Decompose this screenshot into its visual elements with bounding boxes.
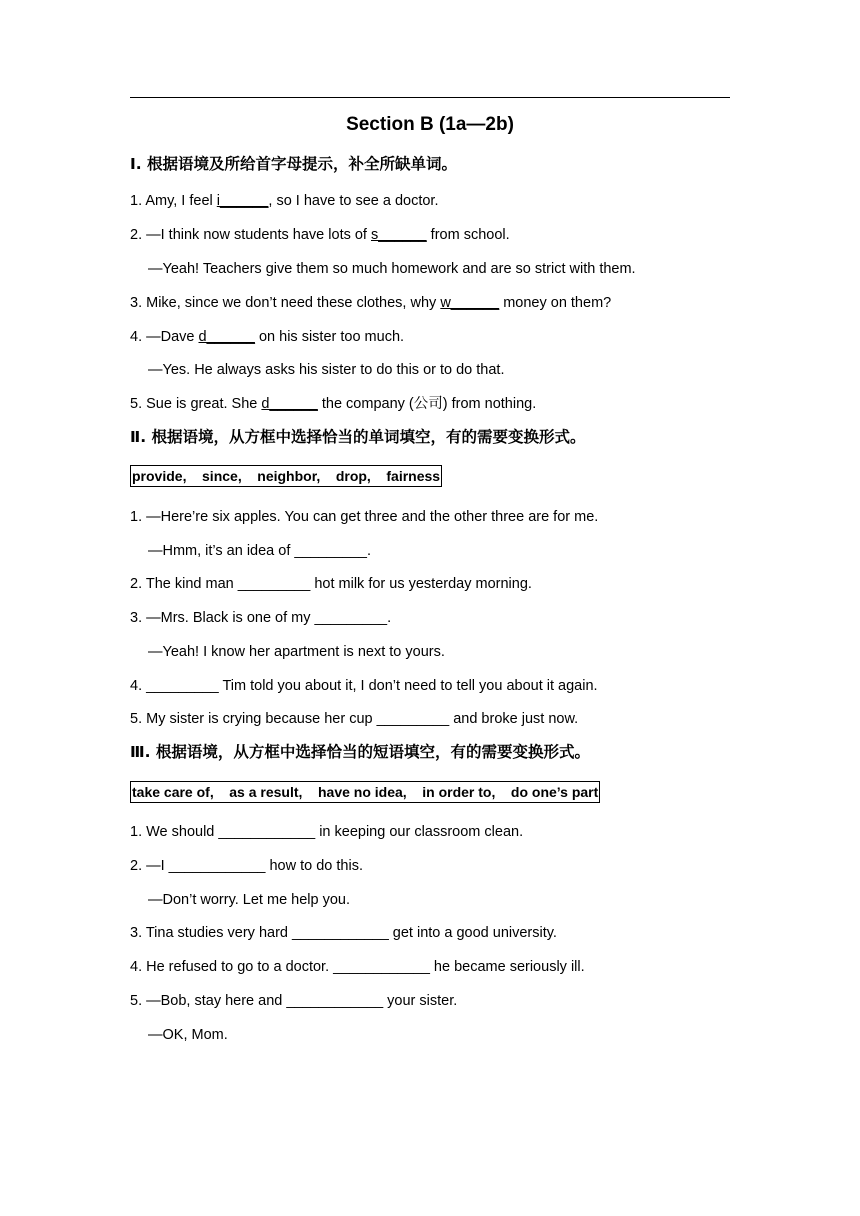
top-rule bbox=[130, 97, 730, 98]
part2-question-2: 2. The kind man _________ hot milk for us yesterday morning. bbox=[130, 576, 532, 592]
part2-question-3: 3. —Mrs. Black is one of my _________. bbox=[130, 610, 392, 626]
part2-word-box: provide, since, neighbor, drop, fairness bbox=[130, 465, 442, 487]
hint-blank: i______ bbox=[216, 193, 269, 209]
hint-blank: d______ bbox=[261, 396, 318, 412]
part1-question-2-reply: —Yeah! Teachers give them so much homework and are so strict with them. bbox=[148, 261, 636, 277]
part3-question-1: 1. We should ____________ in keeping our classroom clean. bbox=[130, 824, 524, 840]
part3-question-4: 4. He refused to go to a doctor. ____________ he became seriously ill. bbox=[130, 959, 585, 975]
part2-question-3-reply: —Yeah! I know her apartment is next to yours. bbox=[148, 644, 445, 660]
hint-blank: w______ bbox=[440, 295, 500, 311]
part3-question-5: 5. —Bob, stay here and ____________ your sister. bbox=[130, 993, 458, 1009]
part2-question-1: 1. —Here’re six apples. You can get three and the other three are for me. bbox=[130, 509, 599, 525]
part2-question-1-reply: —Hmm, it’s an idea of _________. bbox=[148, 543, 372, 559]
part1-question-2: 2. —I think now students have lots of s______ from school. bbox=[130, 227, 510, 243]
part1-question-3: 3. Mike, since we don’t need these clothes, why w______ money on them? bbox=[130, 295, 612, 311]
part2-heading: Ⅱ. 根据语境，从方框中选择恰当的单词填空，有的需要变换形式。 bbox=[130, 428, 586, 446]
part2-question-4: 4. _________ Tim told you about it, I don’t need to tell you about it again. bbox=[130, 678, 598, 694]
hint-blank: d______ bbox=[198, 329, 255, 345]
part1-question-4-reply: —Yes. He always asks his sister to do this or to do that. bbox=[148, 362, 505, 378]
part3-question-2: 2. —I ____________ how to do this. bbox=[130, 858, 363, 874]
part3-phrase-box: take care of, as a result, have no idea, in order to, do one’s part bbox=[130, 781, 600, 803]
part3-heading: Ⅲ. 根据语境，从方框中选择恰当的短语填空，有的需要变换形式。 bbox=[130, 743, 590, 761]
part2-question-5: 5. My sister is crying because her cup _________ and broke just now. bbox=[130, 711, 579, 727]
part1-question-5: 5. Sue is great. She d______ the company (公司) from nothing. bbox=[130, 396, 537, 412]
part3-question-2-reply: —Don’t worry. Let me help you. bbox=[148, 892, 351, 908]
page-title: Section B (1a—2b) bbox=[346, 114, 514, 135]
hint-blank: s______ bbox=[371, 227, 427, 243]
part1-question-4: 4. —Dave d______ on his sister too much. bbox=[130, 329, 405, 345]
part1-question-1: 1. Amy, I feel i______, so I have to see a doctor. bbox=[130, 193, 439, 209]
part3-question-5-reply: —OK, Mom. bbox=[148, 1027, 228, 1043]
part1-heading: Ⅰ. 根据语境及所给首字母提示，补全所缺单词。 bbox=[130, 155, 458, 173]
part3-question-3: 3. Tina studies very hard ____________ get into a good university. bbox=[130, 925, 557, 941]
